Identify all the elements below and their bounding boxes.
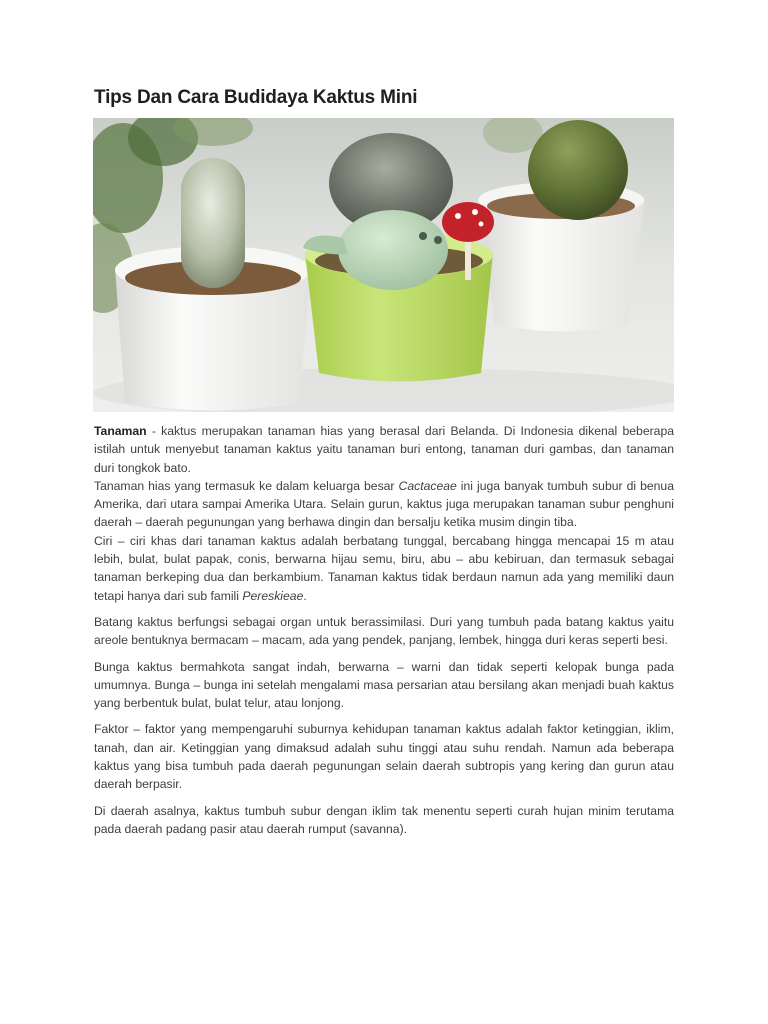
lead-word: Tanaman xyxy=(94,424,147,438)
paragraph-3: Ciri – ciri khas dari tanaman kaktus adalah berbatang tunggal, bercabang hingga mencapai 15 m atau lebih, bulat, bulat papak, conis, berwarna hijau semu, biru, abu – abu kebiruan, dan termasuk sebagai tanaman berkeping dua dan berkambium. Tanaman kaktus tidak berdaun namun ada yang memiliki daun tetapi hanya dari sub famili Pereskieae. xyxy=(94,533,674,603)
paragraph-7: Di daerah asalnya, kaktus tumbuh subur dengan iklim tak menentu seperti curah hujan minim terutama pada daerah padang pasir atau daerah rumput (savanna). xyxy=(94,803,674,836)
cactus-photo xyxy=(93,118,674,412)
paragraph-4: Batang kaktus berfungsi sebagai organ untuk berassimilasi. Duri yang tumbuh pada batang kaktus yaitu areole bentuknya bermacam – macam, ada yang pendek, panjang, lembek, hingga duri keras seperti besi. xyxy=(94,614,674,648)
paragraph-2: Tanaman hias yang termasuk ke dalam keluarga besar Cactaceae ini juga banyak tumbuh subur di benua Amerika, dari utara sampai Amerika Utara. Selain gurun, kaktus juga merupakan tanaman subur penghuni daerah – daerah pegunungan yang berhawa dingin dan bersalju ketika musim dingin tiba. xyxy=(94,478,674,530)
paragraph-1: Tanaman - kaktus merupakan tanaman hias yang berasal dari Belanda. Di Indonesia dikenal beberapa istilah untuk menyebut tanaman kaktus yaitu tanaman buri entong, tanaman duri gambas, dan tanaman duri tongkok bato. xyxy=(94,424,674,475)
paragraph-6: Faktor – faktor yang mempengaruhi suburnya kehidupan tanaman kaktus adalah faktor ketinggian, iklim, tanah, dan air. Ketinggian yang dimaksud adalah suhu tinggi atau suhu rendah. Namun ada beberapa kaktus yang bisa tumbuh pada daerah pegunungan selain daerah subtropis yang kering dan gurun atau daerah berpasir. xyxy=(94,722,674,792)
paragraph-5: Bunga kaktus bermahkota sangat indah, berwarna – warni dan tidak seperti kelopak bunga pada umumnya. Bunga – bunga ini setelah mengalami masa persarian atau bersilang akan menjadi buah kaktus yang berbentuk bulat, bulat telur, atau lonjong. xyxy=(94,659,674,711)
article-body xyxy=(94,422,674,846)
page-title: Tips Dan Cara Budidaya Kaktus Mini xyxy=(94,87,418,108)
